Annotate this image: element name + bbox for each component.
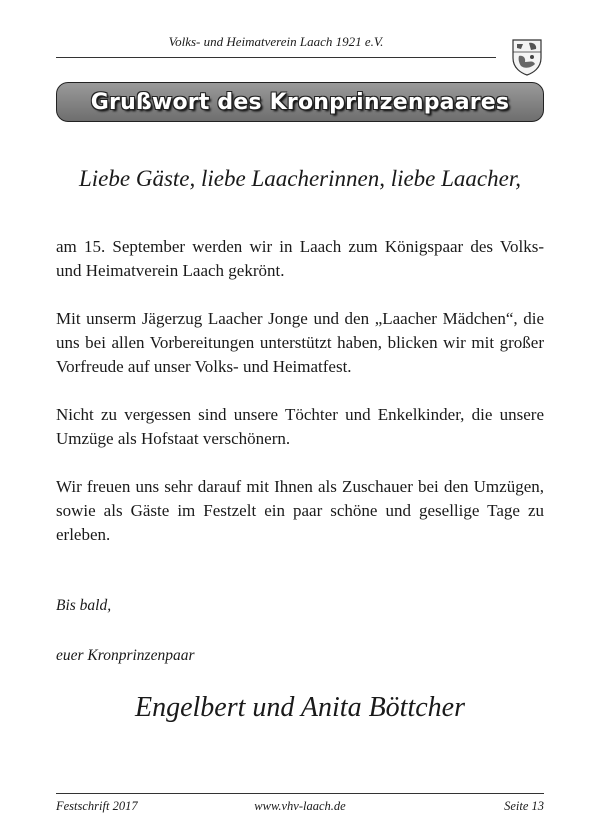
signature: Engelbert und Anita Böttcher [135, 692, 465, 723]
coat-of-arms-icon [511, 38, 543, 76]
greeting: Liebe Gäste, liebe Laacherinnen, liebe Laacher, [78, 166, 522, 191]
page-title: Grußwort des Kronprinzenpaares [90, 89, 510, 115]
signed-by: euer Kronprinzenpaar [56, 647, 195, 664]
footer-website: www.vhv-laach.de [254, 799, 346, 813]
paragraph: Mit unserm Jägerzug Laacher Jonge und den „Laacher Mädchen“, die uns bei allen Vorbereitungen unterstützt haben, blicken wir mit großer Vorfreude auf unser Volks- und Heimatfest. [56, 309, 544, 376]
sign-off: Bis bald, [56, 597, 112, 614]
footer-page-number: Seite 13 [504, 799, 544, 813]
footer-publication: Festschrift 2017 [56, 799, 138, 813]
paragraph: Nicht zu vergessen sind unsere Töchter und Enkelkinder, die unsere Umzüge als Hofstaat verschönern. [56, 405, 544, 448]
header-divider [56, 57, 496, 58]
paragraph: am 15. September werden wir in Laach zum Königspaar des Volks- und Heimatverein Laach gekrönt. [56, 237, 544, 280]
title-banner [56, 82, 544, 122]
paragraph: Wir freuen uns sehr darauf mit Ihnen als Zuschauer bei den Umzügen, sowie als Gäste im Festzelt ein paar schöne und gesellige Tage zu erleben. [56, 477, 544, 544]
footer-divider [56, 793, 544, 794]
running-header: Volks- und Heimatverein Laach 1921 e.V. [168, 34, 384, 49]
letter-body [56, 235, 544, 571]
